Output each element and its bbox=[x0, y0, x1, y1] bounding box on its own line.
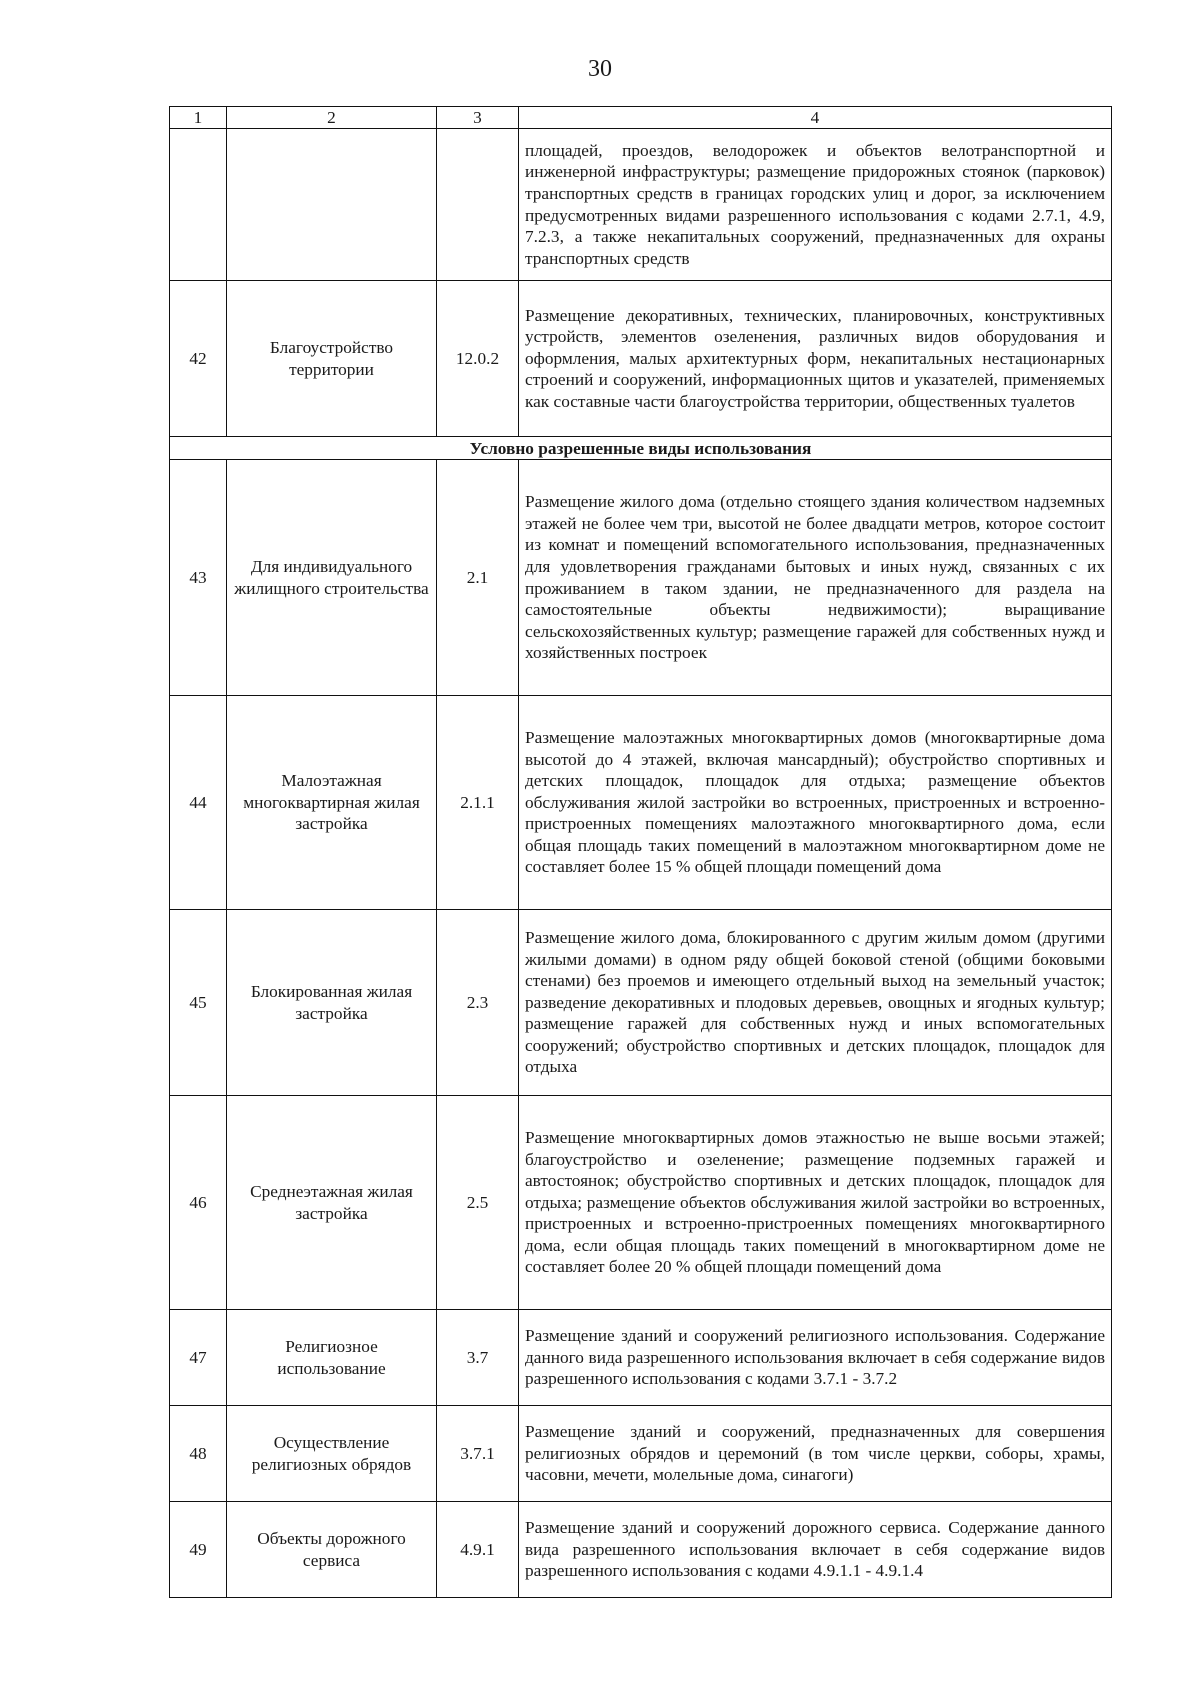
use-description: Размещение зданий и сооружений дорожного сервиса. Содержание данного вида разрешенного использования включает в себя содержание видов разрешенного использования с кодами 4.9.1.1 - 4.9.1.4 bbox=[519, 1502, 1112, 1598]
use-description: Размещение зданий и сооружений, предназначенных для совершения религиозных обрядов и церемоний (в том числе церкви, соборы, храмы, часовни, мечети, молельные дома, синагоги) bbox=[519, 1406, 1112, 1502]
continuation-num-cell bbox=[170, 129, 227, 281]
table-row-49 bbox=[170, 1502, 1112, 1598]
continuation-code-cell bbox=[437, 129, 519, 281]
use-description: Размещение малоэтажных многоквартирных домов (многоквартирные дома высотой до 4 этажей, включая мансардный); обустройство спортивных и детских площадок, площадок для отдыха; размещение объектов обслуживания жилой застройки во встроенных, пристроенных и встроенно-пристроенных помещениях малоэтажного многоквартирного дома, если общая площадь таких помещений в малоэтажном многоквартирном доме не составляет более 15 % общей площади помещений дома bbox=[519, 696, 1112, 910]
use-description: Размещение жилого дома, блокированного с другим жилым домом (другими жилыми домами) в одном ряду общей боковой стеной (общими боковыми стенами) без проемов и имеющего отдельный выход на земельный участок; разведение декоративных и плодовых деревьев, овощных и ягодных культур; размещение гаражей для собственных нужд и иных вспомогательных сооружений; обустройство спортивных и детских площадок, площадок для отдыха bbox=[519, 910, 1112, 1096]
header-col-3: 3 bbox=[437, 107, 519, 129]
use-description: Размещение жилого дома (отдельно стоящего здания количеством надземных этажей не более чем три, высотой не более двадцати метров, которое состоит из комнат и помещений вспомогательного использования, предназначенных для удовлетворения гражданами бытовых и иных нужд, связанных с их проживанием в таком здании, не предназначенного для раздела на самостоятельные объекты недвижимости); выращивание сельскохозяйственных культур; размещение гаражей для собственных нужд и хозяйственных построек bbox=[519, 460, 1112, 696]
header-row bbox=[170, 107, 1112, 129]
table-row-46 bbox=[170, 1096, 1112, 1310]
use-code: 4.9.1 bbox=[437, 1502, 519, 1598]
table-row-48 bbox=[170, 1406, 1112, 1502]
use-code: 2.3 bbox=[437, 910, 519, 1096]
page-number: 30 bbox=[588, 56, 612, 82]
land-use-table bbox=[169, 106, 1112, 1598]
use-name: Религиозное использование bbox=[227, 1310, 437, 1406]
continuation-row bbox=[170, 129, 1112, 281]
use-name: Осуществление религиозных обрядов bbox=[227, 1406, 437, 1502]
use-code: 2.5 bbox=[437, 1096, 519, 1310]
row-number: 48 bbox=[170, 1406, 227, 1502]
header-col-2: 2 bbox=[227, 107, 437, 129]
use-name: Для индивидуального жилищного строительства bbox=[227, 460, 437, 696]
table-row-44 bbox=[170, 696, 1112, 910]
use-description: Размещение многоквартирных домов этажностью не выше восьми этажей; благоустройство и озеленение; размещение подземных гаражей и автостоянок; обустройство спортивных и детских площадок, площадок для отдыха; размещение объектов обслуживания жилой застройки во встроенных, пристроенных и встроенно-пристроенных помещениях многоквартирного дома, если общая площадь таких помещений в многоквартирном доме не составляет более 20 % общей площади помещений дома bbox=[519, 1096, 1112, 1310]
row-number: 46 bbox=[170, 1096, 227, 1310]
continuation-description: площадей, проездов, велодорожек и объектов велотранспортной и инженерной инфраструктуры; размещение придорожных стоянок (парковок) транспортных средств в границах городских улиц и дорог, за исключением предусмотренных видами разрешенного использования с кодами 2.7.1, 4.9, 7.2.3, а также некапитальных сооружений, предназначенных для охраны транспортных средств bbox=[519, 129, 1112, 281]
section-heading-row bbox=[170, 437, 1112, 460]
section-heading: Условно разрешенные виды использования bbox=[170, 437, 1112, 460]
use-code: 3.7 bbox=[437, 1310, 519, 1406]
use-name: Малоэтажная многоквартирная жилая застройка bbox=[227, 696, 437, 910]
header-col-1: 1 bbox=[170, 107, 227, 129]
use-description: Размещение зданий и сооружений религиозного использования. Содержание данного вида разрешенного использования включает в себя содержание видов разрешенного использования с кодами 3.7.1 - 3.7.2 bbox=[519, 1310, 1112, 1406]
table-row-45 bbox=[170, 910, 1112, 1096]
use-description: Размещение декоративных, технических, планировочных, конструктивных устройств, элементов озеленения, различных видов оборудования и оформления, малых архитектурных форм, некапитальных нестационарных строений и сооружений, информационных щитов и указателей, применяемых как составные части благоустройства территории, общественных туалетов bbox=[519, 281, 1112, 437]
use-code: 2.1 bbox=[437, 460, 519, 696]
use-code: 3.7.1 bbox=[437, 1406, 519, 1502]
use-name: Объекты дорожного сервиса bbox=[227, 1502, 437, 1598]
row-number: 47 bbox=[170, 1310, 227, 1406]
row-number: 44 bbox=[170, 696, 227, 910]
row-number: 49 bbox=[170, 1502, 227, 1598]
use-name: Блокированная жилая застройка bbox=[227, 910, 437, 1096]
header-col-4: 4 bbox=[519, 107, 1112, 129]
row-number: 43 bbox=[170, 460, 227, 696]
use-code: 12.0.2 bbox=[437, 281, 519, 437]
continuation-name-cell bbox=[227, 129, 437, 281]
table-row-42 bbox=[170, 281, 1112, 437]
table-row-47 bbox=[170, 1310, 1112, 1406]
use-code: 2.1.1 bbox=[437, 696, 519, 910]
table-row-43 bbox=[170, 460, 1112, 696]
row-number: 42 bbox=[170, 281, 227, 437]
use-name: Среднеэтажная жилая застройка bbox=[227, 1096, 437, 1310]
use-name: Благоустройство территории bbox=[227, 281, 437, 437]
row-number: 45 bbox=[170, 910, 227, 1096]
